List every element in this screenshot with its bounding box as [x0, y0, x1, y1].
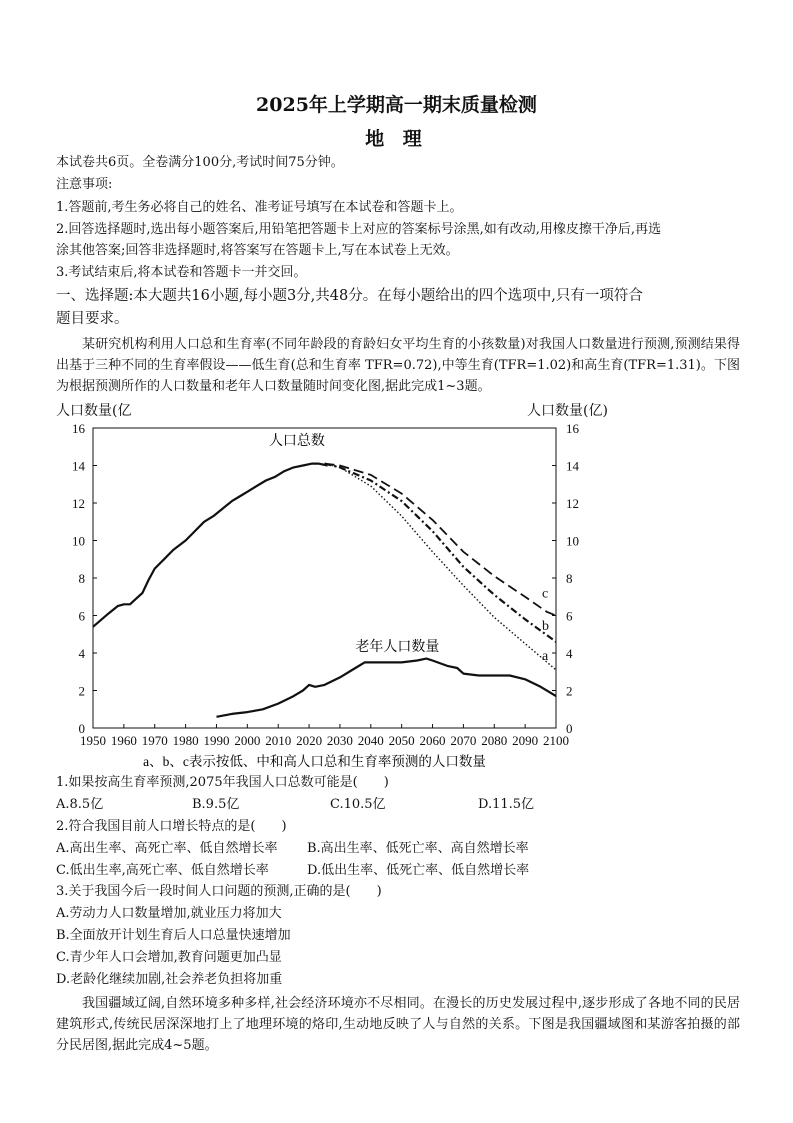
x-tick-label: 2020	[296, 733, 323, 748]
y-tick-label-left: 4	[78, 646, 85, 661]
exam-title: 2025年上学期高一期末质量检测	[256, 94, 537, 116]
x-tick-label: 2090	[512, 733, 539, 748]
series-line-2	[325, 464, 557, 670]
y-tick-label-left: 6	[78, 608, 85, 624]
series-line-5	[217, 659, 557, 717]
plot-frame	[93, 428, 556, 728]
chart-caption: a、b、c表示按低、中和高人口总和生育率预测的人口数量	[143, 754, 486, 769]
y-tick-label-left: 14	[72, 458, 85, 474]
x-tick-label: 2010	[265, 733, 292, 748]
q2-option-c[interactable]: C.低出生率,高死亡率、低自然增长率	[56, 863, 269, 878]
q3-option-b[interactable]: B.全面放开计划生育后人口总量快速增加	[56, 928, 291, 943]
x-tick-label: 2080	[481, 733, 508, 748]
note-3: 3.考试结束后,将本试卷和答题卡一并交回。	[56, 265, 307, 280]
y-tick-label-right: 2	[566, 683, 573, 699]
q1-option-b[interactable]: B.9.5亿	[192, 797, 240, 812]
question-2-stem: 2.符合我国目前人口增长特点的是( )	[56, 819, 287, 834]
series-line-1	[93, 464, 328, 627]
q2-option-b[interactable]: B.高出生率、低死亡率、高自然增长率	[307, 841, 529, 856]
series-line-3	[325, 464, 557, 642]
q1-option-c[interactable]: C.10.5亿	[330, 797, 386, 812]
x-tick-label: 1950	[80, 733, 106, 748]
question-3-stem: 3.关于我国今后一段时间人口问题的预测,正确的是( )	[56, 884, 382, 899]
y-tick-label-left: 2	[78, 683, 85, 699]
exam-info: 本试卷共6页。全卷满分100分,考试时间75分钟。	[56, 155, 344, 170]
y-tick-label-right: 4	[566, 646, 573, 661]
x-tick-label: 2030	[326, 733, 353, 748]
x-tick-label: 1970	[141, 733, 168, 748]
y-tick-label-left: 0	[78, 721, 85, 736]
section-heading-1: 一、选择题:本大题共16小题,每小题3分,共48分。在每小题给出的四个选项中,只有一项符合	[56, 288, 643, 304]
passage-1: 某研究机构利用人口总和生育率(不同年龄段的育龄妇女平均生育的小孩数量)对我国人口数量进行预测,预测结果得出基于三种不同的生育率假设——低生育(总和生育率 TFR=0.72),中等生育(TFR=1.02)和高生育(TFR=1.31)。下图为根据预测所作的人口数量和老年人口数量随时间变化图,据此完成1~3题。	[56, 337, 740, 394]
x-tick-label: 1980	[172, 733, 199, 748]
y-tick-label-left: 12	[72, 496, 85, 511]
y-tick-label-right: 12	[566, 496, 579, 511]
note-2b: 涂其他答案;回答非选择题时,将答案写在答题卡上,写在本试卷上无效。	[56, 243, 459, 258]
notes-title: 注意事项:	[56, 177, 113, 192]
x-tick-label: 2040	[357, 733, 384, 748]
x-tick-label: 2000	[234, 733, 261, 748]
x-tick-label: 2050	[388, 733, 415, 748]
y-tick-label-right: 6	[566, 608, 573, 624]
y-tick-label-right: 8	[566, 571, 573, 586]
y-tick-label-right: 0	[566, 721, 573, 736]
y-axis-label-left: 人口数量(亿	[56, 403, 132, 419]
q3-option-a[interactable]: A.劳动力人口数量增加,就业压力将加大	[56, 906, 282, 921]
q2-option-a[interactable]: A.高出生率、高死亡率、低自然增长率	[56, 841, 278, 856]
x-tick-label: 1990	[203, 733, 230, 748]
chart-axes	[72, 421, 580, 748]
series-label-c: c	[542, 586, 549, 602]
y-tick-label-left: 16	[72, 421, 85, 436]
annotation-total-population: 人口总数	[268, 433, 325, 449]
passage-2: 我国疆域辽阔,自然环境多种多样,社会经济环境亦不尽相同。在漫长的历史发展过程中,逐步形成了各地不同的民居建筑形式,传统民居深深地打上了地理环境的烙印,生动地反映了人与自然的关系。下图是我国疆域图和某游客拍摄的部分民居图,据此完成4~5题。	[56, 996, 740, 1053]
question-1-stem: 1.如果按高生育率预测,2075年我国人口总数可能是( )	[56, 775, 389, 790]
y-tick-label-right: 10	[566, 533, 579, 549]
y-tick-label-left: 8	[78, 571, 85, 586]
q3-option-c[interactable]: C.青少年人口会增加,教育问题更加凸显	[56, 950, 282, 965]
annotation-elderly-population: 老年人口数量	[355, 640, 440, 656]
y-tick-label-right: 16	[566, 421, 579, 436]
note-1: 1.答题前,考生务必将自己的姓名、准考证号填写在本试卷和答题卡上。	[56, 200, 463, 215]
chart-plot	[93, 464, 556, 717]
x-tick-label: 1960	[110, 733, 137, 748]
q2-option-d[interactable]: D.低出生率、低死亡率、低自然增长率	[307, 863, 530, 878]
subject-title: 地 理	[365, 128, 428, 150]
note-2a: 2.回答选择题时,选出每小题答案后,用铅笔把答题卡上对应的答案标号涂黑,如有改动,用橡皮擦干净后,再选	[56, 222, 662, 237]
q1-option-d[interactable]: D.11.5亿	[478, 797, 535, 812]
series-label-b: b	[542, 618, 549, 634]
y-axis-label-right: 人口数量(亿)	[527, 403, 608, 419]
y-tick-label-right: 14	[566, 458, 579, 474]
x-tick-label: 2060	[419, 733, 446, 748]
section-heading-2: 题目要求。	[56, 311, 129, 327]
series-label-a: a	[542, 648, 549, 664]
x-tick-label: 2100	[543, 733, 569, 748]
q3-option-d[interactable]: D.老龄化继续加剧,社会养老负担将加重	[56, 972, 283, 987]
y-tick-label-left: 10	[72, 533, 85, 549]
q1-option-a[interactable]: A.8.5亿	[56, 797, 104, 812]
x-tick-label: 2070	[450, 733, 477, 748]
